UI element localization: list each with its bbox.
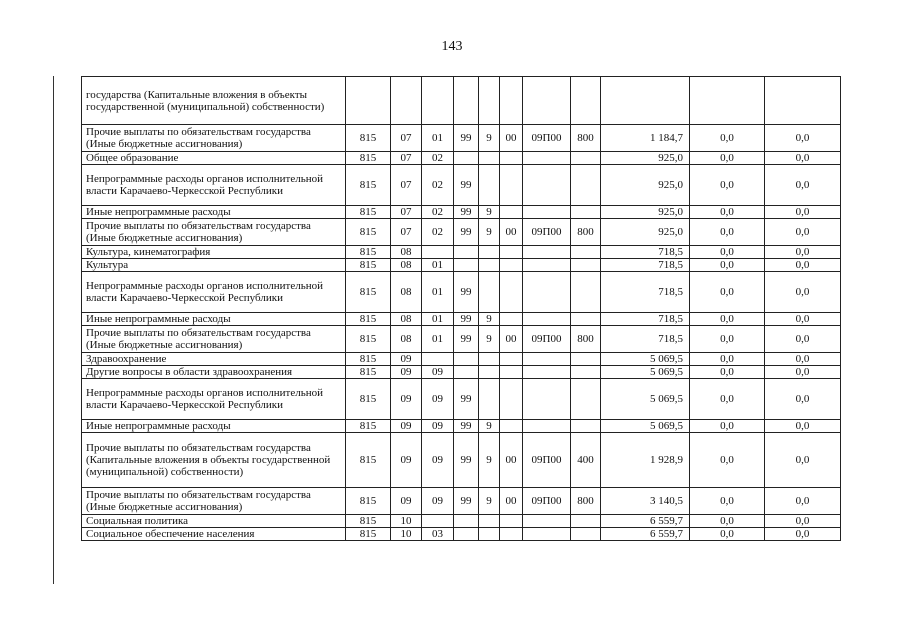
cell-b: 9: [479, 326, 500, 353]
cell-a: 99: [454, 165, 479, 206]
table-row: [82, 246, 841, 259]
cell-s3: 0,0: [765, 353, 841, 366]
cell-s1: 5 069,5: [601, 420, 690, 433]
cell-b: [479, 515, 500, 528]
cell-vr: 800: [571, 125, 601, 152]
left-margin-rule: [53, 76, 54, 584]
cell-name: Непрограммные расходы органов исполнительной власти Карачаево-Черкесской Республики: [82, 272, 346, 313]
cell-vr: [571, 246, 601, 259]
cell-pr: 02: [422, 206, 454, 219]
cell-d: [523, 259, 571, 272]
cell-s2: 0,0: [690, 259, 765, 272]
cell-d: [523, 366, 571, 379]
cell-rz: 09: [391, 420, 422, 433]
table-row: [82, 77, 841, 125]
cell-c: [500, 246, 523, 259]
cell-grbs: 815: [346, 528, 391, 541]
cell-grbs: 815: [346, 246, 391, 259]
cell-s1: 1 184,7: [601, 125, 690, 152]
cell-name: Культура: [82, 259, 346, 272]
cell-s1: 5 069,5: [601, 379, 690, 420]
cell-rz: 08: [391, 259, 422, 272]
cell-grbs: 815: [346, 152, 391, 165]
cell-c: [500, 528, 523, 541]
cell-rz: 09: [391, 433, 422, 488]
cell-pr: 09: [422, 420, 454, 433]
cell-rz: 09: [391, 366, 422, 379]
table-row: [82, 152, 841, 165]
cell-s2: 0,0: [690, 219, 765, 246]
cell-c: [500, 165, 523, 206]
cell-b: [479, 272, 500, 313]
cell-s3: 0,0: [765, 165, 841, 206]
cell-d: [523, 353, 571, 366]
cell-s3: 0,0: [765, 366, 841, 379]
cell-pr: 01: [422, 326, 454, 353]
cell-rz: 08: [391, 313, 422, 326]
cell-s2: [690, 77, 765, 125]
cell-rz: 09: [391, 353, 422, 366]
cell-b: 9: [479, 219, 500, 246]
cell-s1: 925,0: [601, 206, 690, 219]
cell-s3: 0,0: [765, 326, 841, 353]
cell-s2: 0,0: [690, 366, 765, 379]
cell-grbs: 815: [346, 488, 391, 515]
page-number: 143: [441, 39, 463, 54]
cell-s1: 718,5: [601, 313, 690, 326]
cell-a: [454, 366, 479, 379]
cell-pr: 01: [422, 125, 454, 152]
cell-vr: [571, 515, 601, 528]
cell-s1: 925,0: [601, 219, 690, 246]
cell-s1: 6 559,7: [601, 515, 690, 528]
cell-pr: 03: [422, 528, 454, 541]
cell-vr: [571, 77, 601, 125]
cell-s3: 0,0: [765, 528, 841, 541]
cell-name: Прочие выплаты по обязательствам государства (Иные бюджетные ассигнования): [82, 326, 346, 353]
cell-rz: 09: [391, 488, 422, 515]
cell-a: 99: [454, 326, 479, 353]
cell-name: Иные непрограммные расходы: [82, 313, 346, 326]
cell-d: 09П00: [523, 125, 571, 152]
cell-d: 09П00: [523, 219, 571, 246]
cell-b: [479, 165, 500, 206]
cell-pr: 09: [422, 366, 454, 379]
cell-b: [479, 246, 500, 259]
cell-grbs: 815: [346, 353, 391, 366]
table-row: [82, 326, 841, 353]
cell-rz: 07: [391, 219, 422, 246]
cell-pr: 01: [422, 259, 454, 272]
cell-rz: 07: [391, 206, 422, 219]
cell-a: 99: [454, 219, 479, 246]
cell-grbs: [346, 77, 391, 125]
cell-d: [523, 165, 571, 206]
cell-b: 9: [479, 433, 500, 488]
cell-grbs: 815: [346, 515, 391, 528]
cell-pr: 09: [422, 379, 454, 420]
cell-b: [479, 77, 500, 125]
cell-s1: 718,5: [601, 272, 690, 313]
table-row: [82, 353, 841, 366]
cell-vr: 800: [571, 219, 601, 246]
cell-grbs: 815: [346, 125, 391, 152]
cell-name: Прочие выплаты по обязательствам государства (Капитальные вложения в объекты государственной (муниципальной) собственности): [82, 433, 346, 488]
cell-name: Иные непрограммные расходы: [82, 206, 346, 219]
cell-b: 9: [479, 420, 500, 433]
cell-s2: 0,0: [690, 515, 765, 528]
cell-grbs: 815: [346, 219, 391, 246]
cell-c: [500, 313, 523, 326]
table-row: [82, 515, 841, 528]
cell-rz: 07: [391, 152, 422, 165]
cell-s3: 0,0: [765, 379, 841, 420]
cell-c: [500, 366, 523, 379]
cell-grbs: 815: [346, 206, 391, 219]
cell-grbs: 815: [346, 433, 391, 488]
cell-rz: 08: [391, 246, 422, 259]
cell-s1: 5 069,5: [601, 366, 690, 379]
cell-s2: 0,0: [690, 379, 765, 420]
cell-name: Непрограммные расходы органов исполнительной власти Карачаево-Черкесской Республики: [82, 379, 346, 420]
cell-grbs: 815: [346, 313, 391, 326]
cell-a: [454, 259, 479, 272]
cell-name: Социальная политика: [82, 515, 346, 528]
cell-c: 00: [500, 326, 523, 353]
cell-b: [479, 366, 500, 379]
cell-vr: [571, 259, 601, 272]
cell-s2: 0,0: [690, 433, 765, 488]
cell-vr: [571, 165, 601, 206]
cell-vr: 400: [571, 433, 601, 488]
cell-s3: 0,0: [765, 488, 841, 515]
cell-s1: 718,5: [601, 246, 690, 259]
cell-pr: [422, 77, 454, 125]
cell-s2: 0,0: [690, 152, 765, 165]
cell-c: [500, 259, 523, 272]
cell-s3: 0,0: [765, 219, 841, 246]
cell-pr: 02: [422, 152, 454, 165]
cell-c: [500, 353, 523, 366]
cell-b: [479, 259, 500, 272]
cell-b: [479, 379, 500, 420]
cell-s2: 0,0: [690, 488, 765, 515]
cell-rz: [391, 77, 422, 125]
cell-name: Прочие выплаты по обязательствам государства (Иные бюджетные ассигнования): [82, 488, 346, 515]
cell-s2: 0,0: [690, 125, 765, 152]
cell-s2: 0,0: [690, 165, 765, 206]
cell-s3: 0,0: [765, 420, 841, 433]
cell-b: [479, 353, 500, 366]
cell-c: 00: [500, 488, 523, 515]
cell-d: [523, 272, 571, 313]
cell-name: Социальное обеспечение населения: [82, 528, 346, 541]
cell-grbs: 815: [346, 326, 391, 353]
cell-vr: [571, 353, 601, 366]
table-row: [82, 206, 841, 219]
table-row: [82, 379, 841, 420]
cell-pr: 09: [422, 433, 454, 488]
cell-b: 9: [479, 125, 500, 152]
cell-vr: [571, 420, 601, 433]
cell-b: [479, 528, 500, 541]
cell-c: [500, 420, 523, 433]
cell-s3: 0,0: [765, 433, 841, 488]
cell-c: [500, 272, 523, 313]
table-body: [82, 77, 841, 541]
cell-rz: 07: [391, 165, 422, 206]
cell-a: 99: [454, 488, 479, 515]
cell-vr: [571, 313, 601, 326]
cell-vr: [571, 366, 601, 379]
cell-rz: 08: [391, 272, 422, 313]
cell-d: [523, 515, 571, 528]
cell-d: [523, 246, 571, 259]
table-row: [82, 313, 841, 326]
cell-s3: [765, 77, 841, 125]
table-row: [82, 528, 841, 541]
table-row: [82, 420, 841, 433]
table-row: [82, 272, 841, 313]
cell-vr: [571, 379, 601, 420]
cell-vr: [571, 528, 601, 541]
cell-name: Прочие выплаты по обязательствам государства (Иные бюджетные ассигнования): [82, 219, 346, 246]
cell-d: 09П00: [523, 433, 571, 488]
cell-pr: [422, 515, 454, 528]
cell-c: 00: [500, 219, 523, 246]
cell-s2: 0,0: [690, 420, 765, 433]
cell-b: [479, 152, 500, 165]
cell-s3: 0,0: [765, 259, 841, 272]
cell-grbs: 815: [346, 379, 391, 420]
cell-a: 99: [454, 272, 479, 313]
cell-name: Непрограммные расходы органов исполнительной власти Карачаево-Черкесской Республики: [82, 165, 346, 206]
cell-s1: 718,5: [601, 326, 690, 353]
cell-s3: 0,0: [765, 515, 841, 528]
cell-name: Культура, кинематография: [82, 246, 346, 259]
cell-s1: 3 140,5: [601, 488, 690, 515]
table-row: [82, 125, 841, 152]
cell-s1: 5 069,5: [601, 353, 690, 366]
cell-vr: [571, 152, 601, 165]
cell-c: 00: [500, 433, 523, 488]
cell-pr: [422, 246, 454, 259]
cell-s2: 0,0: [690, 313, 765, 326]
cell-d: [523, 206, 571, 219]
cell-rz: 07: [391, 125, 422, 152]
cell-grbs: 815: [346, 272, 391, 313]
cell-s1: 6 559,7: [601, 528, 690, 541]
cell-s2: 0,0: [690, 326, 765, 353]
cell-d: [523, 420, 571, 433]
cell-d: [523, 379, 571, 420]
cell-grbs: 815: [346, 259, 391, 272]
cell-s3: 0,0: [765, 152, 841, 165]
cell-s3: 0,0: [765, 125, 841, 152]
cell-rz: 08: [391, 326, 422, 353]
cell-name: Прочие выплаты по обязательствам государства (Иные бюджетные ассигнования): [82, 125, 346, 152]
cell-s2: 0,0: [690, 246, 765, 259]
cell-name: Общее образование: [82, 152, 346, 165]
cell-pr: [422, 353, 454, 366]
cell-rz: 09: [391, 379, 422, 420]
cell-d: [523, 152, 571, 165]
cell-s1: 1 928,9: [601, 433, 690, 488]
cell-a: [454, 77, 479, 125]
cell-c: [500, 206, 523, 219]
cell-c: [500, 379, 523, 420]
cell-a: [454, 515, 479, 528]
cell-s3: 0,0: [765, 272, 841, 313]
cell-a: [454, 246, 479, 259]
cell-d: [523, 313, 571, 326]
cell-a: 99: [454, 125, 479, 152]
table-row: [82, 219, 841, 246]
cell-a: 99: [454, 313, 479, 326]
cell-a: [454, 152, 479, 165]
cell-pr: 02: [422, 165, 454, 206]
cell-s2: 0,0: [690, 272, 765, 313]
cell-s2: 0,0: [690, 206, 765, 219]
cell-vr: [571, 206, 601, 219]
cell-vr: [571, 272, 601, 313]
cell-d: [523, 528, 571, 541]
cell-grbs: 815: [346, 420, 391, 433]
table-row: [82, 366, 841, 379]
cell-s1: 925,0: [601, 152, 690, 165]
cell-s1: 925,0: [601, 165, 690, 206]
cell-s3: 0,0: [765, 313, 841, 326]
table-row: [82, 488, 841, 515]
cell-c: 00: [500, 125, 523, 152]
cell-d: 09П00: [523, 326, 571, 353]
cell-name: Иные непрограммные расходы: [82, 420, 346, 433]
table-row: [82, 433, 841, 488]
cell-pr: 02: [422, 219, 454, 246]
cell-a: [454, 353, 479, 366]
cell-s1: [601, 77, 690, 125]
cell-a: [454, 528, 479, 541]
cell-name: Другие вопросы в области здравоохранения: [82, 366, 346, 379]
cell-c: [500, 515, 523, 528]
cell-c: [500, 77, 523, 125]
cell-name: Здравоохранение: [82, 353, 346, 366]
table-row: [82, 259, 841, 272]
cell-d: 09П00: [523, 488, 571, 515]
cell-d: [523, 77, 571, 125]
cell-a: 99: [454, 379, 479, 420]
cell-grbs: 815: [346, 366, 391, 379]
cell-s2: 0,0: [690, 353, 765, 366]
cell-s2: 0,0: [690, 528, 765, 541]
cell-a: 99: [454, 420, 479, 433]
budget-table: [81, 76, 841, 541]
cell-pr: 09: [422, 488, 454, 515]
table-row: [82, 165, 841, 206]
cell-pr: 01: [422, 313, 454, 326]
cell-name: государства (Капитальные вложения в объекты государственной (муниципальной) собственности): [82, 77, 346, 125]
cell-b: 9: [479, 488, 500, 515]
cell-s3: 0,0: [765, 206, 841, 219]
cell-c: [500, 152, 523, 165]
cell-pr: 01: [422, 272, 454, 313]
cell-grbs: 815: [346, 165, 391, 206]
cell-b: 9: [479, 313, 500, 326]
cell-vr: 800: [571, 326, 601, 353]
cell-vr: 800: [571, 488, 601, 515]
cell-a: 99: [454, 206, 479, 219]
cell-s1: 718,5: [601, 259, 690, 272]
cell-rz: 10: [391, 528, 422, 541]
cell-rz: 10: [391, 515, 422, 528]
cell-s3: 0,0: [765, 246, 841, 259]
cell-a: 99: [454, 433, 479, 488]
cell-b: 9: [479, 206, 500, 219]
